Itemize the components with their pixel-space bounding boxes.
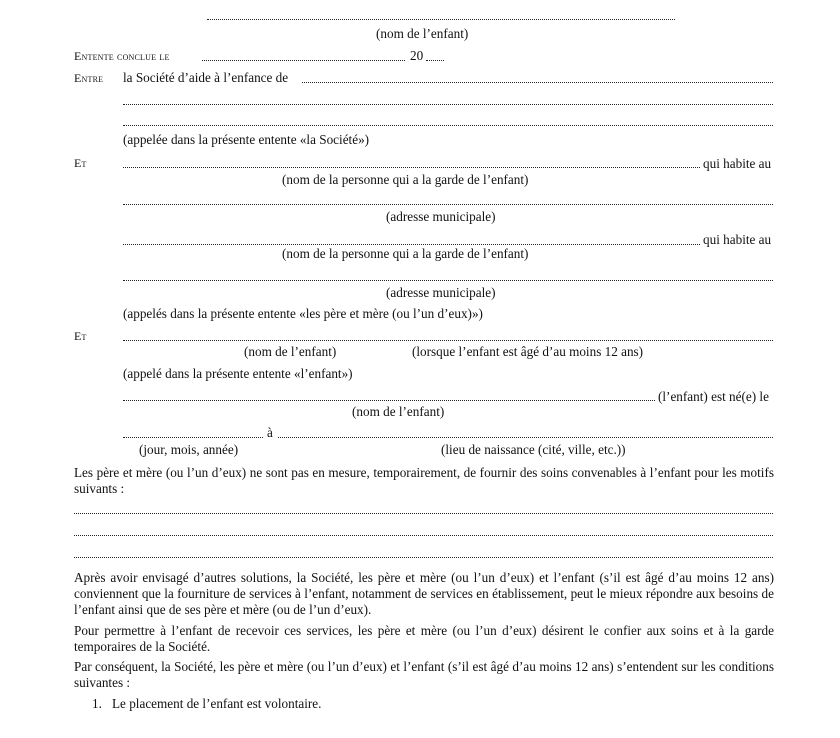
and-label-2: Et <box>74 329 87 343</box>
and-label-1: Et <box>74 156 87 170</box>
child-name-caption: (nom de l’enfant) <box>376 26 469 41</box>
birthplace-caption: (lieu de naissance (cité, ville, etc.)) <box>441 442 626 457</box>
society-line-1[interactable] <box>302 82 773 83</box>
child-name-caption-3: (nom de l’enfant) <box>352 404 445 419</box>
guardian-2-caption: (nom de la personne qui a la garde de l’enfant) <box>282 246 529 261</box>
reasons-line-1[interactable] <box>74 513 773 514</box>
guardian-2-line[interactable] <box>123 244 700 245</box>
alternatives-paragraph: Après avoir envisagé d’autres solutions, la Société, les père et mère (ou l’un d’eux) et l’enfant (s’il est âgé d’au moins 12 ans) conviennent que la fourniture de services à l’enfant, notamment de services en établissement, peut le mieux répondre aux besoins de l’enfant ainsi que de ses père et mère (ou de l’un d’eux). <box>74 570 774 617</box>
reasons-line-2[interactable] <box>74 535 773 536</box>
reasons-line-3[interactable] <box>74 557 773 558</box>
parents-note: (appelés dans la présente entente «les père et mère (ou l’un d’eux)») <box>123 306 483 321</box>
guardian-2-lives-at: qui habite au <box>703 232 772 247</box>
address-2-caption: (adresse municipale) <box>386 285 496 300</box>
condition-text: Le placement de l’enfant est volontaire. <box>112 696 322 711</box>
child-note: (appelé dans la présente entente «l’enfant») <box>123 366 353 381</box>
child-name-caption-2: (nom de l’enfant) <box>244 344 337 359</box>
at-label: à <box>267 425 273 440</box>
reasons-paragraph: Les père et mère (ou l’un d’eux) ne sont pas en mesure, temporairement, de fournir des soins convenables à l’enfant pour les motifs suivants : <box>74 465 774 496</box>
condition-number: 1. <box>92 696 102 711</box>
address-1-caption: (adresse municipale) <box>386 209 496 224</box>
society-note: (appelée dans la présente entente «la Société») <box>123 132 370 147</box>
agreement-date-line[interactable] <box>202 60 405 61</box>
society-line-2[interactable] <box>123 104 773 105</box>
consequently-paragraph: Par conséquent, la Société, les père et mère (ou l’un d’eux) et l’enfant (s’il est âgé d’au moins 12 ans) s’entendent sur les conditions suivantes : <box>74 659 774 690</box>
address-2-line[interactable] <box>123 280 773 281</box>
child-name-line[interactable] <box>207 19 675 20</box>
born-on-label: (l’enfant) est né(e) le <box>658 389 769 404</box>
society-prefix: la Société d’aide à l’enfance de <box>123 70 289 85</box>
birth-date-line[interactable] <box>123 437 263 438</box>
guardian-1-line[interactable] <box>123 167 700 168</box>
agreement-date-label: Entente conclue le <box>74 49 170 63</box>
child-born-line[interactable] <box>123 400 655 401</box>
address-1-line[interactable] <box>123 204 773 205</box>
agreement-year-line[interactable] <box>426 60 444 61</box>
guardian-1-lives-at: qui habite au <box>703 156 772 171</box>
between-label: Entre <box>74 71 104 85</box>
agreement-year-prefix: 20 <box>410 48 424 63</box>
society-line-3[interactable] <box>123 125 773 126</box>
guardian-1-caption: (nom de la personne qui a la garde de l’enfant) <box>282 172 529 187</box>
care-paragraph: Pour permettre à l’enfant de recevoir ces services, les père et mère (ou l’un d’eux) désirent le confier aux soins et à la garde temporaires de la Société. <box>74 623 774 654</box>
birth-date-caption: (jour, mois, année) <box>139 442 239 457</box>
age-condition: (lorsque l’enfant est âgé d’au moins 12 ans) <box>412 344 644 359</box>
child-line[interactable] <box>123 340 773 341</box>
birthplace-line[interactable] <box>278 437 773 438</box>
